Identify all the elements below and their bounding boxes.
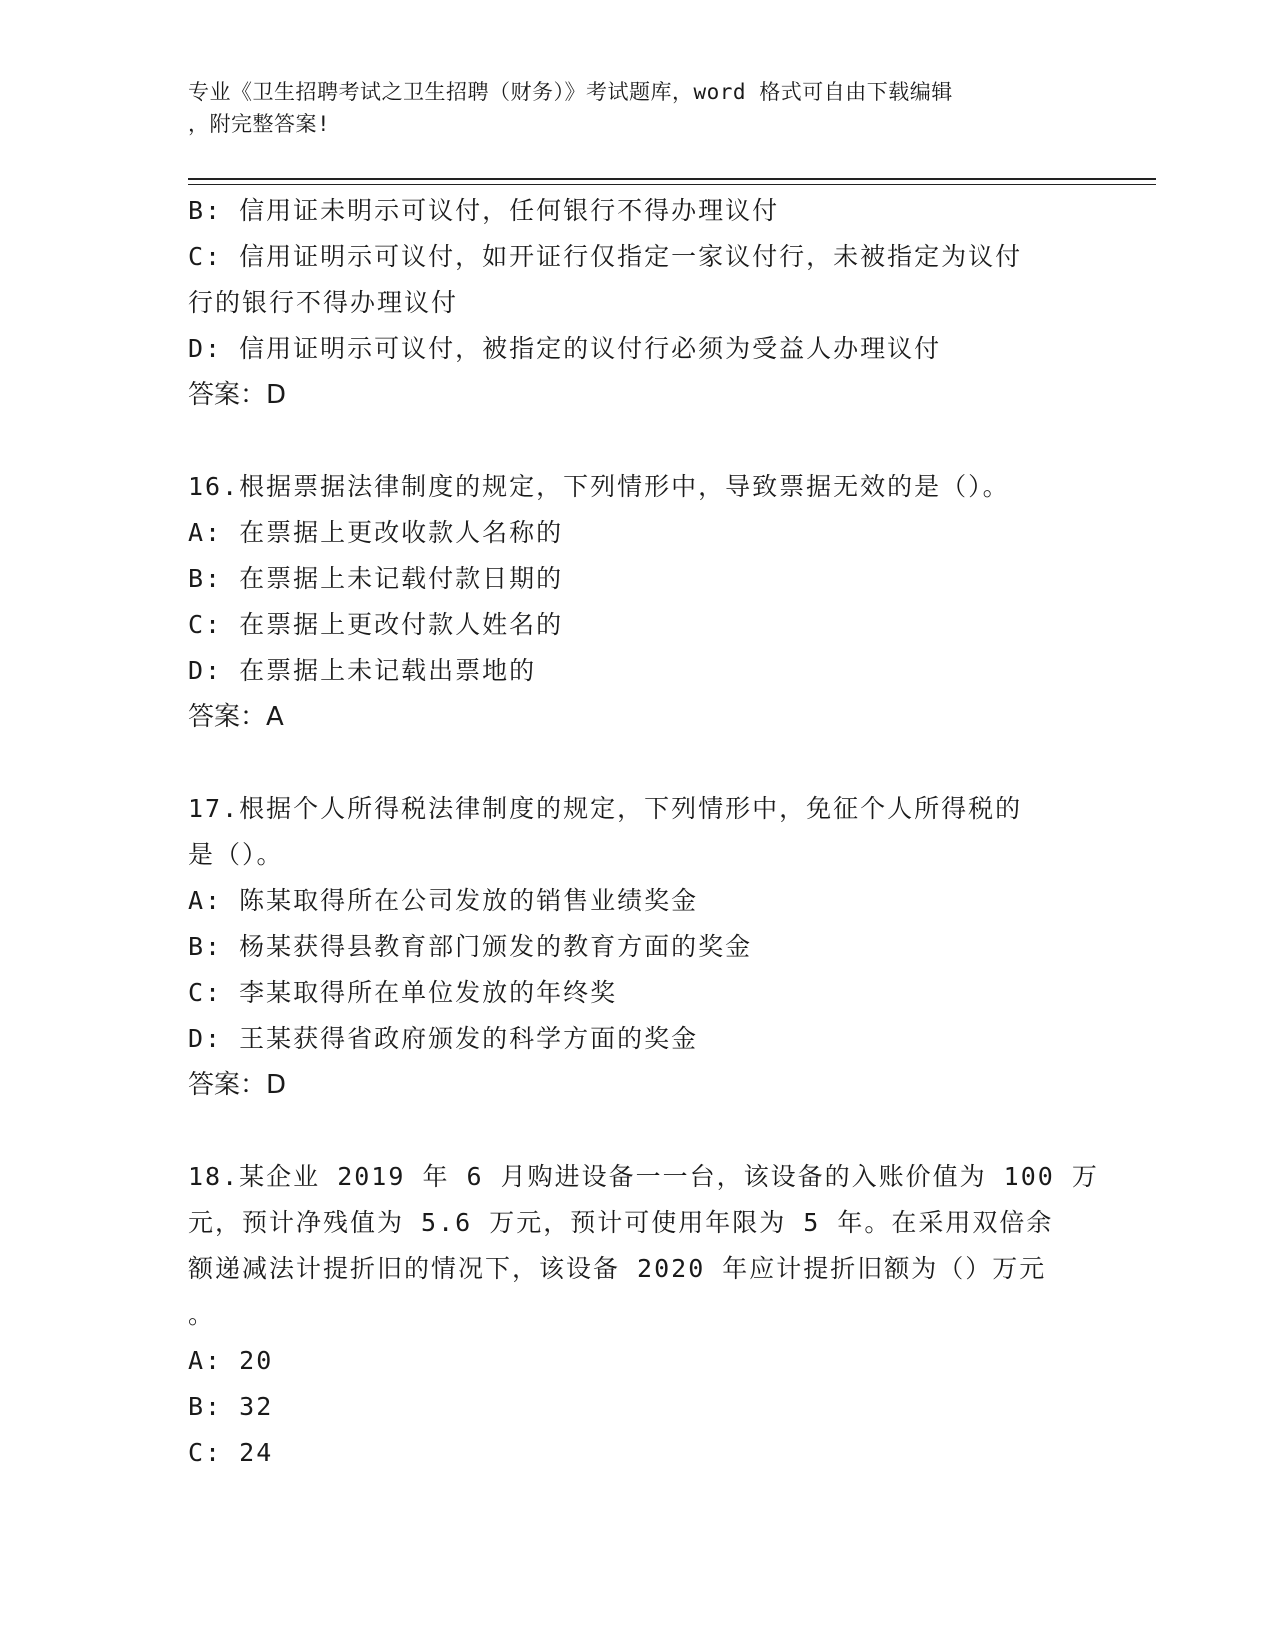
option-d: D: 在票据上未记载出票地的 [188,656,537,685]
question-stem-line-1: 18.某企业 2019 年 6 月购进设备一一台，该设备的入账价值为 100 万 [188,1162,1099,1191]
option-b: B: 在票据上未记载付款日期的 [188,564,564,593]
question-stem-line-4: 。 [188,1300,216,1329]
option-b: B: 信用证未明示可议付，任何银行不得办理议付 [188,196,780,225]
question-17 [188,786,1088,1108]
header-divider-thick [188,178,1156,180]
option-c: C: 在票据上更改付款人姓名的 [188,610,564,639]
question-18 [188,1154,1099,1476]
header-line-2: ，附完整答案! [188,112,331,136]
option-d: D: 信用证明示可议付，被指定的议付行必须为受益人办理议付 [188,334,942,363]
question-stem-line-1: 17.根据个人所得税法律制度的规定，下列情形中，免征个人所得税的 [188,794,1023,823]
answer: 答案：A [188,702,284,732]
answer: 答案：D [188,1070,287,1100]
option-d: D: 王某获得省政府颁发的科学方面的奖金 [188,1024,699,1053]
header-divider-thin [188,184,1156,185]
option-b: B: 32 [188,1392,274,1421]
answer: 答案：D [188,380,287,410]
question-stem-line-2: 元，预计净残值为 5.6 万元，预计可使用年限为 5 年。在采用双倍余 [188,1208,1054,1237]
option-a: A: 陈某取得所在公司发放的销售业绩奖金 [188,886,699,915]
question-stem-line-2: 是（）。 [188,840,284,869]
option-c-line-2: 行的银行不得办理议付 [188,288,459,317]
question-stem: 16.根据票据法律制度的规定，下列情形中，导致票据无效的是（）。 [188,472,1010,501]
option-c: C: 李某取得所在单位发放的年终奖 [188,978,618,1007]
option-c: C: 24 [188,1438,274,1467]
question-stem-line-3: 额递减法计提折旧的情况下，该设备 2020 年应计提折旧额为（）万元 [188,1254,1047,1283]
option-c-line-1: C: 信用证明示可议付，如开证行仅指定一家议付行，未被指定为议付 [188,242,1023,271]
option-a: A: 20 [188,1346,274,1375]
document-header [188,76,1068,140]
question-16 [188,464,1088,740]
question-15 [188,188,1088,418]
option-b: B: 杨某获得县教育部门颁发的教育方面的奖金 [188,932,753,961]
option-a: A: 在票据上更改收款人名称的 [188,518,564,547]
header-line-1: 专业《卫生招聘考试之卫生招聘（财务）》考试题库，word 格式可自由下载编辑 [188,80,953,104]
question-content [188,188,1099,1476]
